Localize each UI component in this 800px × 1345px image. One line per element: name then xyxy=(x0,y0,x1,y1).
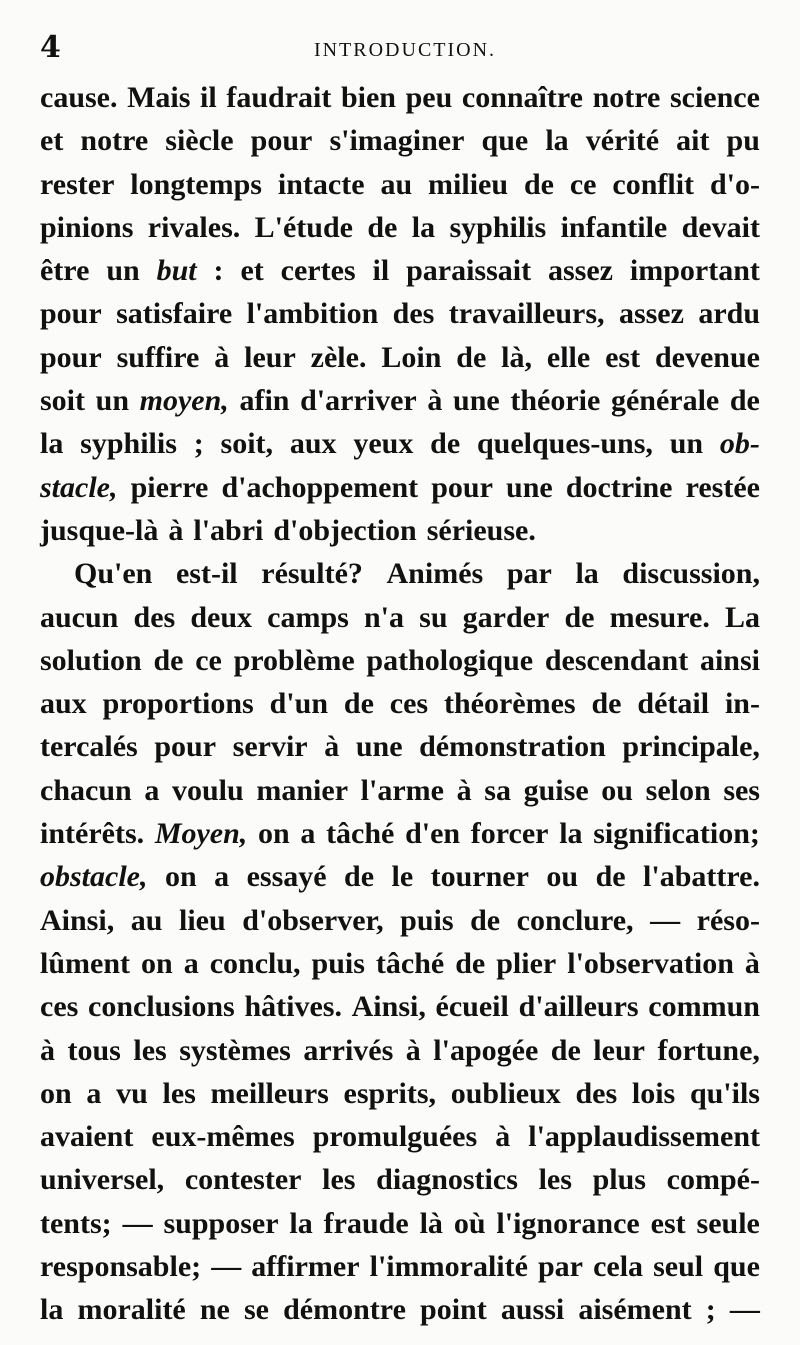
word: la xyxy=(289,1206,313,1240)
word: Ainsi, xyxy=(351,990,426,1024)
word: tous xyxy=(67,1033,121,1067)
text-line xyxy=(40,1288,760,1331)
word: — xyxy=(211,1250,242,1284)
word: être xyxy=(40,254,90,288)
word: selon xyxy=(645,773,711,807)
word: point xyxy=(420,1293,487,1327)
word: pierre xyxy=(130,470,209,504)
word: les xyxy=(162,1076,196,1110)
word: sa xyxy=(484,773,511,807)
word: signification; xyxy=(593,817,760,851)
word: important xyxy=(629,254,760,288)
word: on xyxy=(164,860,197,894)
word: afin xyxy=(239,384,290,418)
page-header xyxy=(40,28,770,68)
word: de xyxy=(430,427,461,461)
word: aux xyxy=(40,687,87,721)
word: d'o- xyxy=(709,167,760,201)
word: ; xyxy=(705,1293,716,1327)
word: au xyxy=(380,167,413,201)
word: : xyxy=(213,254,224,288)
word: démonstration xyxy=(419,730,606,764)
word: siècle xyxy=(165,124,234,158)
word: l'ignorance xyxy=(496,1206,640,1240)
word: les xyxy=(322,1163,356,1197)
text-line xyxy=(40,336,760,379)
text-line xyxy=(40,119,760,162)
word: peu xyxy=(405,81,453,114)
word: que xyxy=(713,1250,760,1284)
word: de xyxy=(367,210,398,244)
word: d'observer, xyxy=(242,903,384,937)
word: l'immoralité xyxy=(369,1250,528,1284)
text-line xyxy=(40,1158,760,1201)
word: ses xyxy=(723,773,760,807)
text-line xyxy=(40,1245,760,1288)
word: servir xyxy=(232,730,308,764)
word: résulté? xyxy=(261,557,363,591)
word: conclure, xyxy=(516,903,634,937)
text-line xyxy=(40,725,760,768)
word: aux xyxy=(289,427,337,461)
word: descendant xyxy=(544,643,689,677)
word: diagnostics xyxy=(376,1163,518,1197)
word: eux-mêmes xyxy=(151,1120,295,1154)
word: L'étude xyxy=(254,210,353,244)
word: aussi xyxy=(500,1293,565,1327)
word: jusque-là xyxy=(40,513,159,547)
word: pour xyxy=(154,730,217,764)
word: réso- xyxy=(696,903,760,937)
word: syphilis xyxy=(449,210,547,244)
word: problème xyxy=(233,643,355,677)
word: un xyxy=(106,254,140,288)
word: voulu xyxy=(172,773,244,807)
text-line xyxy=(40,249,760,292)
word: certes xyxy=(280,254,356,288)
word: écueil xyxy=(435,990,509,1024)
word: fraude xyxy=(323,1206,409,1240)
word: assez xyxy=(548,254,613,288)
word: devenue xyxy=(654,340,760,374)
word: les xyxy=(538,1163,572,1197)
word: tercalés xyxy=(40,730,138,764)
word: conflit xyxy=(612,167,695,201)
word: a xyxy=(144,773,160,807)
word: par xyxy=(506,557,552,591)
text-line xyxy=(40,379,760,422)
word: paraissait xyxy=(406,254,532,288)
word: garder xyxy=(462,600,550,634)
word: puis xyxy=(311,946,365,980)
word: est-il xyxy=(175,557,238,591)
word: la xyxy=(40,427,64,461)
word: ob- xyxy=(719,427,760,461)
word: d'achoppement xyxy=(221,470,419,504)
word: satisfaire xyxy=(116,297,233,331)
word: de xyxy=(523,167,554,201)
word: de xyxy=(591,687,622,721)
word: d'arriver xyxy=(300,384,417,418)
word: obstacle, xyxy=(40,860,148,894)
word: forcer xyxy=(470,817,549,851)
text-line xyxy=(40,1202,760,1245)
word: conclu, xyxy=(209,946,301,980)
word: doctrine xyxy=(565,470,673,504)
text-line xyxy=(40,639,760,682)
word: les xyxy=(133,1033,167,1067)
word: suffire xyxy=(116,340,200,374)
word: avaient xyxy=(40,1120,134,1154)
text-line xyxy=(40,552,760,595)
word: milieu xyxy=(428,167,509,201)
word: sérieuse. xyxy=(426,513,536,547)
word: pathologique xyxy=(366,643,534,677)
word: ainsi xyxy=(699,643,760,677)
word: compé- xyxy=(666,1163,760,1197)
word: à xyxy=(456,773,472,807)
word: plier xyxy=(496,946,557,980)
word: affirmer xyxy=(251,1250,360,1284)
word: deux xyxy=(190,600,253,634)
word: à xyxy=(168,513,184,547)
word: conclusions xyxy=(88,990,235,1024)
word: rester xyxy=(40,167,115,201)
word: une xyxy=(355,730,403,764)
word: de xyxy=(470,903,501,937)
word: de xyxy=(153,643,184,677)
word: par xyxy=(538,1250,583,1284)
word: des xyxy=(133,600,176,634)
word: le xyxy=(391,860,414,894)
text-line xyxy=(40,596,760,639)
text-line xyxy=(40,899,760,942)
word: d'ailleurs xyxy=(518,990,639,1024)
word: lieu xyxy=(178,903,226,937)
word: leur xyxy=(593,1033,645,1067)
word: s'imaginer xyxy=(329,124,465,158)
word: manier xyxy=(256,773,349,807)
word: essayé xyxy=(246,860,327,894)
word: Qu'en xyxy=(74,557,153,591)
word: assez xyxy=(618,297,684,331)
word: chacun xyxy=(40,773,132,807)
word: solution xyxy=(40,643,142,677)
word: à xyxy=(427,384,443,418)
word: ce xyxy=(569,167,597,201)
text-line xyxy=(40,422,760,465)
word: à xyxy=(405,1033,421,1067)
word: connaître xyxy=(461,81,583,114)
word: infantile xyxy=(560,210,668,244)
word: but xyxy=(156,254,197,288)
word: un xyxy=(95,384,130,418)
word: tourner xyxy=(430,860,529,894)
word: ou xyxy=(601,773,633,807)
word: l'observation xyxy=(567,946,734,980)
word: camps xyxy=(267,600,349,634)
word: leur xyxy=(244,340,296,374)
word: guise xyxy=(523,773,589,807)
word: vérité xyxy=(585,124,660,158)
word: un xyxy=(669,427,704,461)
text-line xyxy=(40,206,760,249)
word: théorie xyxy=(510,384,601,418)
word: on xyxy=(258,817,290,851)
word: de xyxy=(344,860,375,894)
word: d'en xyxy=(405,817,461,851)
word: à xyxy=(744,946,760,980)
word: ait xyxy=(676,124,710,158)
word: de xyxy=(550,1033,581,1067)
word: intérêts. xyxy=(40,817,145,851)
word: la xyxy=(40,1293,64,1327)
word: l'applaudissement xyxy=(528,1120,760,1154)
word: là, xyxy=(501,340,532,374)
text-line xyxy=(40,163,760,206)
word: yeux xyxy=(353,427,414,461)
word: ce xyxy=(195,643,222,677)
word: de xyxy=(595,860,626,894)
word: stacle, xyxy=(40,470,118,504)
word: elle xyxy=(546,340,591,374)
word: qu'ils xyxy=(689,1076,760,1110)
word: de xyxy=(564,600,595,634)
word: des xyxy=(575,1076,618,1110)
word: pour xyxy=(431,470,493,504)
word: intacte xyxy=(277,167,365,201)
word: in- xyxy=(724,687,760,721)
word: là xyxy=(419,1206,443,1240)
word: est xyxy=(605,340,641,374)
word: il xyxy=(372,254,390,288)
word: cause. xyxy=(40,81,118,114)
word: La xyxy=(724,600,760,634)
word: notre xyxy=(592,81,661,114)
word: démontre xyxy=(283,1293,406,1327)
word: tâché xyxy=(375,946,445,980)
word: ou xyxy=(546,860,579,894)
word: générale xyxy=(610,384,720,418)
word: soit xyxy=(40,384,85,418)
word: su xyxy=(419,600,448,634)
word: hâtives. xyxy=(244,990,342,1024)
word: la xyxy=(411,210,436,244)
text-line xyxy=(40,292,760,335)
word: ces xyxy=(40,990,79,1024)
word: tâché xyxy=(326,817,395,851)
word: ces xyxy=(389,687,429,721)
word: à xyxy=(40,1033,55,1067)
word: on xyxy=(141,946,173,980)
word: a xyxy=(183,946,199,980)
word: discussion, xyxy=(622,557,760,591)
word: pinions xyxy=(40,210,134,244)
text-line xyxy=(40,1072,760,1115)
word: Loin xyxy=(381,340,442,374)
text-line xyxy=(40,985,760,1028)
word: de xyxy=(729,384,760,418)
word: a xyxy=(300,817,316,851)
text-line xyxy=(40,1115,760,1158)
word: fortune, xyxy=(657,1033,760,1067)
word: a xyxy=(214,860,230,894)
word: pour xyxy=(250,124,313,158)
word: science xyxy=(669,81,760,114)
word: est xyxy=(650,1206,686,1240)
word: de xyxy=(455,946,486,980)
word: l'abri xyxy=(193,513,264,547)
word: tents; xyxy=(40,1206,112,1240)
word: où xyxy=(453,1206,486,1240)
word: l'apogée xyxy=(433,1033,539,1067)
word: proportions xyxy=(102,687,254,721)
word: plus xyxy=(592,1163,646,1197)
word: ne xyxy=(199,1293,230,1327)
word: pour xyxy=(40,297,102,331)
text-line xyxy=(40,769,760,812)
word: se xyxy=(244,1293,269,1327)
word: l'arme xyxy=(360,773,444,807)
text-line xyxy=(40,76,760,119)
word: faudrait xyxy=(226,81,332,114)
word: la xyxy=(559,817,583,851)
word: à xyxy=(214,340,230,374)
word: syphilis xyxy=(80,427,177,461)
word: et xyxy=(40,124,64,158)
word: moyen, xyxy=(139,384,229,418)
word: lûment xyxy=(40,946,130,980)
word: il xyxy=(200,81,217,114)
word: a xyxy=(86,1076,102,1110)
word: on xyxy=(40,1076,72,1110)
word: — xyxy=(122,1206,153,1240)
word: ; xyxy=(193,427,204,461)
word: contester xyxy=(184,1163,302,1197)
text-line xyxy=(40,855,760,898)
word: d'objection xyxy=(273,513,417,547)
text-line xyxy=(40,682,760,725)
word: universel, xyxy=(40,1163,165,1197)
word: commun xyxy=(648,990,760,1024)
word: la xyxy=(545,124,569,158)
word: arrivés xyxy=(303,1033,394,1067)
word: l'ambition xyxy=(246,297,379,331)
word: mesure. xyxy=(609,600,710,634)
word: aisément xyxy=(578,1293,692,1327)
word: à xyxy=(324,730,340,764)
word: l'abattre. xyxy=(643,860,760,894)
word: responsable; xyxy=(40,1250,202,1284)
word: au xyxy=(130,903,163,937)
word: systèmes xyxy=(179,1033,291,1067)
body-text xyxy=(40,76,760,1332)
word: des xyxy=(392,297,435,331)
word: ardu xyxy=(698,297,760,331)
word: une xyxy=(506,470,553,504)
word: oublieux xyxy=(450,1076,561,1110)
word: n'a xyxy=(363,600,405,634)
word: que xyxy=(481,124,529,158)
word: meilleurs xyxy=(210,1076,329,1110)
text-line xyxy=(40,812,760,855)
word: restée xyxy=(685,470,760,504)
word: Moyen, xyxy=(154,817,248,851)
word: zèle. xyxy=(310,340,367,374)
text-line xyxy=(40,509,760,552)
text-line xyxy=(40,942,760,985)
word: Ainsi, xyxy=(40,903,115,937)
word: travailleurs, xyxy=(448,297,605,331)
word: Animés xyxy=(386,557,484,591)
word: aucun xyxy=(40,600,119,634)
word: pour xyxy=(40,340,102,374)
word: Mais xyxy=(127,81,191,114)
word: la xyxy=(575,557,599,591)
word: de xyxy=(343,687,374,721)
word: cela xyxy=(593,1250,644,1284)
word: d'un xyxy=(269,687,329,721)
word: — xyxy=(729,1293,760,1327)
word: théorèmes xyxy=(444,687,576,721)
word: supposer xyxy=(163,1206,279,1240)
word: rivales. xyxy=(147,210,241,244)
word: soit, xyxy=(220,427,274,461)
word: longtemps xyxy=(130,167,262,201)
word: puis xyxy=(400,903,454,937)
word: moralité xyxy=(77,1293,186,1327)
word: de xyxy=(456,340,487,374)
word: bien xyxy=(340,81,396,114)
word: détail xyxy=(637,687,710,721)
word: seul xyxy=(653,1250,704,1284)
word: devait xyxy=(681,210,760,244)
word: une xyxy=(453,384,500,418)
word: à xyxy=(495,1120,511,1154)
word: pu xyxy=(726,124,760,158)
running-head: INTRODUCTION. xyxy=(313,39,497,61)
text-line xyxy=(40,1029,760,1072)
word: notre xyxy=(80,124,149,158)
word: seule xyxy=(696,1206,760,1240)
word: quelques-uns, xyxy=(476,427,653,461)
word: — xyxy=(650,903,681,937)
word: vu xyxy=(116,1076,148,1110)
word: lois xyxy=(631,1076,676,1110)
word: promulguées xyxy=(312,1120,478,1154)
text-line xyxy=(40,466,760,509)
word: principale, xyxy=(622,730,760,764)
word: et xyxy=(240,254,264,288)
page-number: 4 xyxy=(40,30,61,65)
word: esprits, xyxy=(343,1076,437,1110)
